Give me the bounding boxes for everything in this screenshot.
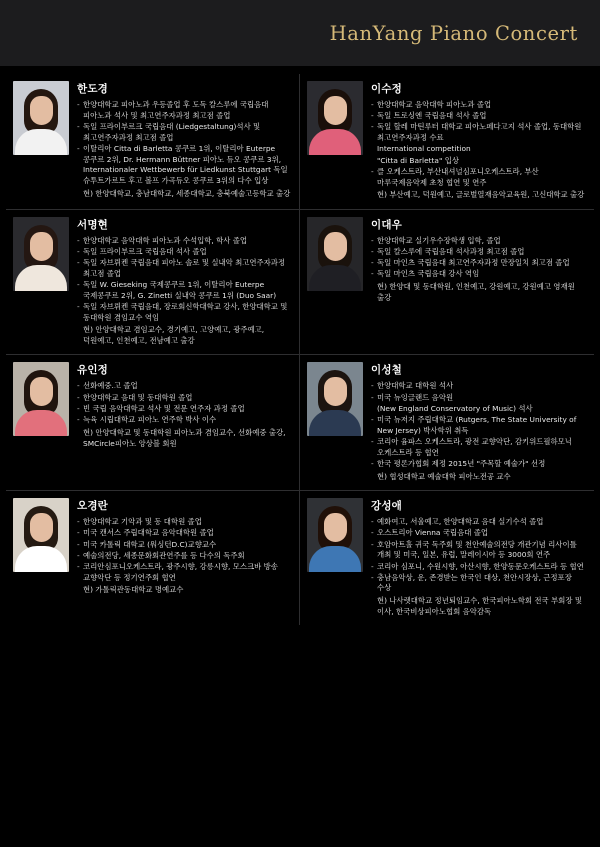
profile-card-4: [6, 355, 300, 490]
bio-list: [371, 381, 588, 482]
bio-line: 현) 한양대학교, 충남대학교, 세종대학교, 충북예술고등학교 출강: [83, 188, 291, 198]
person-name: 이성철: [371, 364, 403, 377]
avatar: [12, 217, 70, 291]
bio-line: - 한양대학교 대학원 석사: [371, 381, 588, 392]
bio-line: - 독일 마인츠 국립음대 강사 역임: [371, 269, 588, 280]
bio-line: - 예술의전당, 세종문화회관연주를 등 다수의 독주회: [77, 551, 293, 562]
bio-line: - 클 오케스트라, 부산내셔널심포니오케스트라, 부산 마루국제음악제 초청 협연 및 연주: [371, 167, 588, 188]
avatar: [306, 362, 364, 436]
bio-line: - 독일 트로싱엔 국립음대 석사 졸업: [371, 111, 588, 122]
portrait-photo: [307, 217, 363, 291]
portrait-photo: [307, 81, 363, 155]
person-name: 이대우: [371, 218, 403, 231]
bio-line: - 미국 뉴저지 주립대학교 (Rutgers, The State University of New Jersey) 박사학위 취득: [371, 415, 588, 436]
profile-card-6: [6, 491, 300, 625]
person-name: 유인정: [77, 364, 109, 377]
bio-list: [77, 517, 293, 596]
portrait-photo: [13, 81, 69, 155]
bio-line: - 코리아 심포니, 수원시향, 아산시향, 한양동문오케스트라 등 협연: [371, 562, 588, 573]
profile-card-1: [300, 74, 594, 209]
bio-line: - 독일 자브뤼켄 국립음대, 장로회신학대학교 강사, 한양대학교 및 동대학원 겸임교수 역임: [77, 302, 293, 323]
profile-row: [6, 491, 594, 625]
profile-card-0: [6, 74, 300, 209]
page-header: [0, 0, 600, 66]
profile-row: [6, 210, 594, 356]
bio-line: - 독일 칼스루에 국립음대 석사과정 최고점 졸업: [371, 247, 588, 258]
bio-line: - 독일 할레 마틴루터 대학교 피아노페다고지 석사 졸업, 동대학원 최고연주자과정 수료: [371, 122, 588, 143]
avatar: [306, 217, 364, 291]
bio-line: - 한양대학교 실기우수장학생 입학, 졸업: [371, 236, 588, 247]
bio-line: - 미국 캔서스 주립대학교 음악대학원 졸업: [77, 528, 293, 539]
bio-line: 현) 안양대학교 및 동대학원 피아노과 겸임교수, 선화예중 출강, SMCircle피아노 앙상블 회원: [83, 427, 286, 448]
bio-line: - 충남음악상, 운, 존경받는 한국인 대상, 천안시장상, 근정포장 수상: [371, 573, 588, 594]
bio-line: - 독일 프라이부르크 국립음대 (Liedgestaltung)석사 및 최고연주자과정 최고점 졸업: [77, 122, 293, 143]
profiles-grid: [6, 74, 594, 625]
bio-line: - 빈 국립 음악대학교 석사 및 전문 연주자 과정 졸업: [77, 404, 293, 415]
bio-line: International competition: [377, 144, 471, 154]
bio-line: - 한양대학교 기악과 및 동 대학원 졸업: [77, 517, 293, 528]
person-name: 한도경: [77, 83, 109, 95]
bio-line: 현) 나사렛대학교 정년퇴임교수, 한국피아노학회 전국 부회장 및 이사, 한국비상피아노협회 음악감독: [377, 596, 582, 616]
bio-line: "Citta di Barletta" 입상: [377, 155, 459, 165]
bio-line: - 늑육 시립대학교 피아노 연주학 박사 이수: [77, 415, 293, 426]
bio-line: (New England Conservatory of Music) 석사: [377, 403, 533, 413]
avatar: [12, 498, 70, 572]
bio-line: - 한국 평론가협회 제정 2015년 "주목할 예술가" 선정: [371, 459, 588, 470]
bio-line: - 독일 마인츠 국립음대 최고연주자과정 만장일치 최고점 졸업: [371, 258, 588, 269]
bio-line: 현) 부산예고, 덕원예고, 글로벌열재음악교육원, 고신대학교 출강: [377, 190, 585, 200]
bio-list: [371, 517, 588, 618]
bio-line: - 선화예중.고 졸업: [77, 381, 293, 392]
portrait-photo: [13, 217, 69, 291]
portrait-photo: [307, 498, 363, 572]
bio-line: - 독일 프라이부르크 국립음대 석사 졸업: [77, 247, 293, 258]
bio-line: - 한양대학교 음악대학 피아노과 졸업: [371, 100, 588, 111]
profile-info: [77, 217, 293, 348]
profile-info: [371, 498, 588, 618]
bio-line: 현) 가톨릭관동대학교 명예교수: [83, 585, 184, 595]
avatar: [12, 81, 70, 155]
profiles-container: [0, 66, 600, 847]
profile-card-3: [300, 210, 594, 355]
profile-card-7: [300, 491, 594, 625]
bio-list: [77, 381, 293, 449]
bio-list: [371, 236, 588, 304]
bio-line: - 이탈리아 Citta di Barletta 콩쿠르 1위, 이탈리아 Euterpe 콩쿠르 2위, Dr. Hermann Büttner 피아노 듀오 콩쿠르 3위, Internationaler Wettbewerb für Liedkunst Stuttgart 독일 슈투트가르트 후고 볼프 가곡듀오 콩쿠르 3위의 다수 입상: [77, 144, 293, 187]
portrait-photo: [307, 362, 363, 436]
bio-line: - 한양대학교 음대 및 동대학원 졸업: [77, 393, 293, 404]
bio-line: - 코리안심포니오케스트라, 광주시향, 강릉시향, 모스크바 방송 교향악단 등 정기연주회 협연: [77, 562, 293, 583]
bio-line: - 미국 뉴잉글랜드 음악원: [371, 393, 588, 404]
profile-card-2: [6, 210, 300, 355]
bio-list: [371, 100, 588, 201]
bio-line: - 한양대학교 음악대학 피아노과 수석입학, 학사 졸업: [77, 236, 293, 247]
profile-info: [77, 362, 293, 449]
profile-info: [371, 217, 588, 304]
bio-line: - 호암아트홀 귀국 독주회 및 천안예술의전당 개관기념 리사이틀 개최 및 미국, 일본, 유럽, 말레이시아 등 3000회 연주: [371, 540, 588, 561]
profile-row: [6, 355, 594, 491]
avatar: [306, 498, 364, 572]
bio-line: - 독일 W. Gieseking 국제콩쿠르 1위, 이탈리아 Euterpe 국제콩쿠르 2위, G. Zinetti 실내악 콩쿠르 1위 (Duo Saar): [77, 280, 293, 301]
bio-line: 현) 안양대학교 겸임교수, 경기예고, 고양예고, 광주예고, 덕원예고, 인천예고, 전남예고 출강: [83, 325, 265, 346]
person-name: 강성애: [371, 500, 403, 513]
avatar: [306, 81, 364, 155]
profile-row: [6, 74, 594, 210]
person-name: 서명현: [77, 218, 109, 231]
bio-line: 현) 협성대학교 예술대학 피아노전공 교수: [377, 471, 511, 481]
profile-card-5: [300, 355, 594, 490]
bio-line: - 한양대학교 피아노과 우등졸업 후 도독 칼스루에 국립음대 피아노과 석사 및 최고연주자과정 최고점 졸업: [77, 100, 293, 121]
bio-line: - 코리아 윰파스 오케스트라, 광전 교향악단, 감키위드필하모닉 오케스트라 등 협연: [371, 437, 588, 458]
bio-line: - 오스트리아 Vienna 국립음대 졸업: [371, 528, 588, 539]
bio-list: [77, 236, 293, 347]
bio-line: - 미국 카톨릭 대학교 (워싱턴D.C)교향교수: [77, 540, 293, 551]
person-name: 오경란: [77, 500, 109, 513]
bio-line: - 독일 자브뤼켄 국립음대 피아노 솔로 및 실내악 최고연주자과정 최고점 졸업: [77, 258, 293, 279]
profile-info: [77, 498, 293, 597]
bio-list: [77, 100, 293, 200]
profile-info: [77, 81, 293, 200]
profile-info: [371, 81, 588, 202]
bio-line: 현) 한양대 및 동대학원, 인천예고, 강원예고, 강원예고 영재원 출강: [377, 282, 575, 302]
person-name: 이수정: [371, 83, 403, 95]
portrait-photo: [13, 498, 69, 572]
page-title: HanYang Piano Concert: [329, 21, 578, 45]
avatar: [12, 362, 70, 436]
bio-line: - 예화여고, 서울예고, 한양대학교 음대 실기수석 졸업: [371, 517, 588, 528]
portrait-photo: [13, 362, 69, 436]
profile-info: [371, 362, 588, 483]
